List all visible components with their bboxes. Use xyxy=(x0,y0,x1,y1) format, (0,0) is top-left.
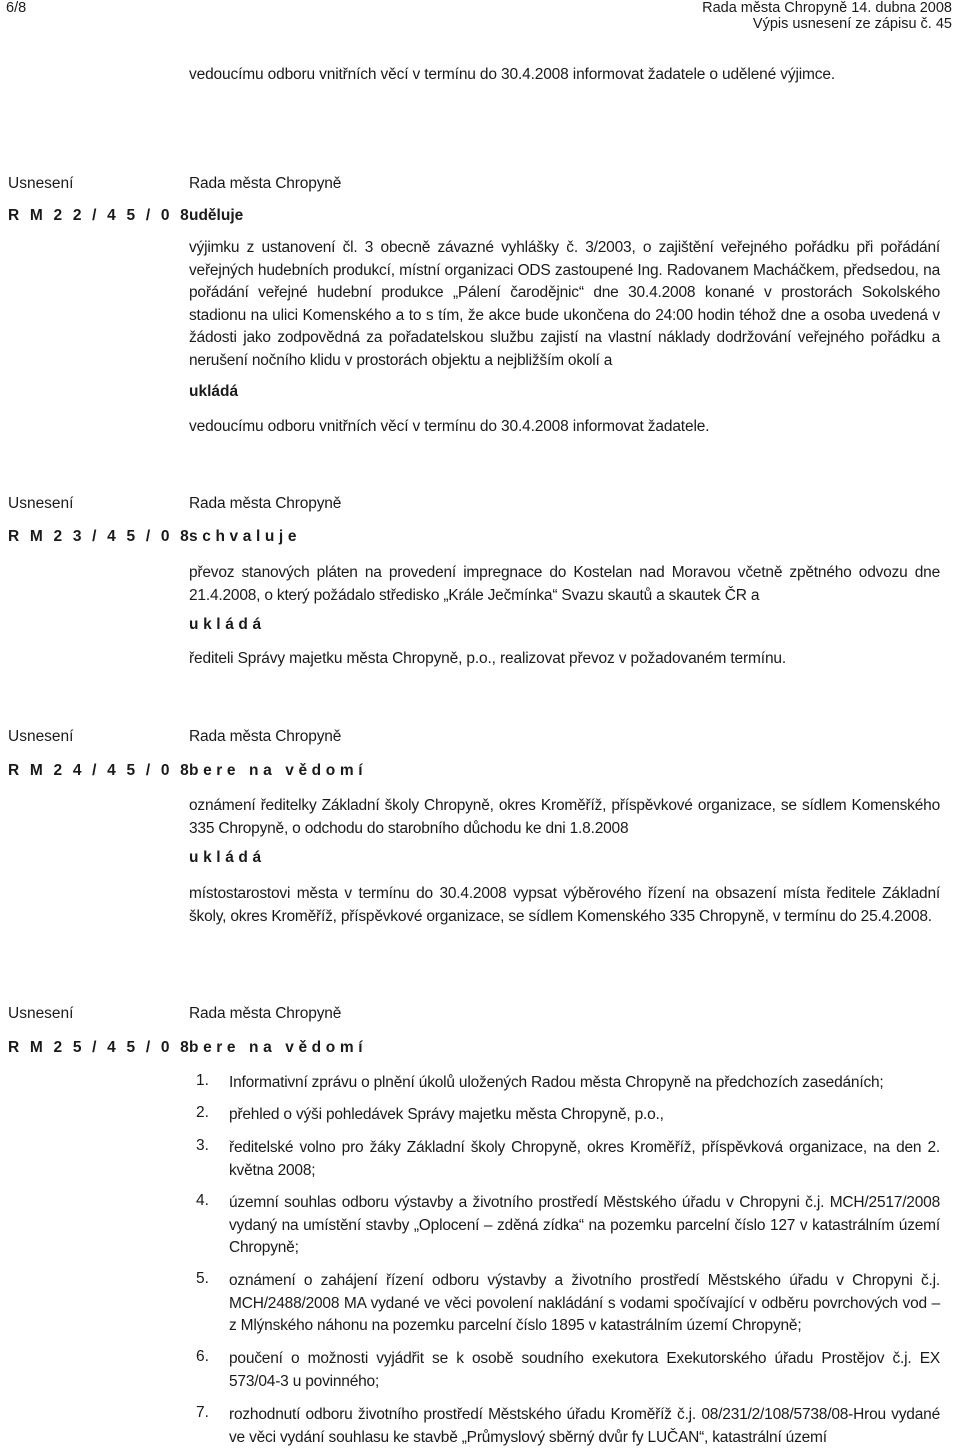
resolution-text: výjimku z ustanovení čl. 3 obecně závazné vyhlášky č. 3/2003, o zajištění veřejného pořádku při pořádání veřejných hudebních produkcí, místní organizaci ODS zastoupené Ing. Radovanem Macháčkem, předsedou, na pořádání veřejné hudební produkce „Pálení čarodějnic“ dne 30.4.2008 konané v prostorách Sokolského stadionu na ulici Komenského a to s tím, že akce bude ukončena do 24:00 hodin téhož dne a osoba uvedená v žádosti jako zodpovědná za pořadatelskou službu zajistí na vlastní náklady dodržování veřejného pořádku a nerušení nočního klidu v prostorách objektu a nejbližším okolí a xyxy=(189,239,940,369)
list-item-number: 1. xyxy=(196,1072,209,1089)
resolution-verb: bere na vědomí xyxy=(189,762,368,779)
resolution-verb: uděluje xyxy=(189,207,244,224)
list-item: ředitelské volno pro žáky Základní školy Chropyně, okres Kroměříž, příspěvková organizace, na den 2. května 2008; xyxy=(229,1139,940,1179)
resolution-verb-2: ukládá xyxy=(189,616,266,633)
resolution-verb-2: ukládá xyxy=(189,383,239,400)
resolution-code: R M 2 2 / 4 5 / 0 8 xyxy=(8,207,192,224)
list-item-number: 7. xyxy=(196,1404,209,1421)
list-item-number: 3. xyxy=(196,1137,209,1154)
list-item: přehled o výši pohledávek Správy majetku města Chropyně, p.o., xyxy=(229,1106,664,1123)
list-item: rozhodnutí odboru životního prostředí Městského úřadu Kroměříž č.j. 08/231/2/108/5738/08-Hrou vydané ve věci vydání souhlasu ke stavbě „Průmyslový sběrný dvůr fy LUČAN“, katastrální území xyxy=(229,1406,940,1446)
resolution-verb-2: ukládá xyxy=(189,849,266,866)
list-item-number: 5. xyxy=(196,1270,209,1287)
resolution-label: Usnesení xyxy=(8,1005,74,1022)
resolution-label: Usnesení xyxy=(8,728,74,745)
list-item: oznámení o zahájení řízení odboru výstavby a životního prostředí Městského úřadu v Chropyni č.j. MCH/2488/2008 MA vydané ve věci povolení nakládání s vodami spočívající v odběru povrchových vod – z Mlýnského náhonu na pozemku parcelní číslo 1895 v katastrálním území Chropyně; xyxy=(229,1272,940,1334)
resolution-text-2: místostarostovi města v termínu do 30.4.2008 vypsat výběrového řízení na obsazení místa ředitele Základní školy, okres Kroměříž, příspěvkové organizace, se sídlem Komenského 335 Chropyně, v termínu do 25.4.2008. xyxy=(189,885,940,925)
council-name: Rada města Chropyně xyxy=(189,728,342,745)
header-line-1: Rada města Chropyně 14. dubna 2008 xyxy=(702,0,952,16)
resolution-label: Usnesení xyxy=(8,495,74,512)
resolution-verb: schvaluje xyxy=(189,528,302,545)
header-line-2: Výpis usnesení ze zápisu č. 45 xyxy=(752,16,952,32)
resolution-code: R M 2 5 / 4 5 / 0 8 xyxy=(8,1039,192,1056)
resolution-text-2: řediteli Správy majetku města Chropyně, p.o., realizovat převoz v požadovaném termínu. xyxy=(189,650,787,667)
council-name: Rada města Chropyně xyxy=(189,175,342,192)
resolution-label: Usnesení xyxy=(8,175,74,192)
list-item-number: 4. xyxy=(196,1192,209,1209)
intro-line: vedoucímu odboru vnitřních věcí v termínu do 30.4.2008 informovat žadatele o udělené výjimce. xyxy=(189,66,836,83)
list-item-number: 2. xyxy=(196,1104,209,1121)
list-item: Informativní zprávu o plnění úkolů uložených Radou města Chropyně na předchozích zasedáních; xyxy=(229,1074,884,1091)
list-item: územní souhlas odboru výstavby a životního prostředí Městského úřadu v Chropyni č.j. MCH/2517/2008 vydaný na umístění stavby „Oplocení – zděná zídka“ na pozemku parcelní číslo 127 v katastrálním území Chropyně; xyxy=(229,1194,940,1256)
list-item: poučení o možnosti vyjádřit se k osobě soudního exekutora Exekutorského úřadu Prostějov č.j. EX 573/04-3 u povinného; xyxy=(229,1350,940,1390)
council-name: Rada města Chropyně xyxy=(189,1005,342,1022)
resolution-text: převoz stanových pláten na provedení impregnace do Kostelan nad Moravou včetně zpětného odvozu dne 21.4.2008, o který požádalo středisko „Krále Ječmínka“ Svazu skautů a skautek ČR a xyxy=(189,564,940,604)
resolution-code: R M 2 4 / 4 5 / 0 8 xyxy=(8,762,192,779)
resolution-text-2: vedoucímu odboru vnitřních věcí v termínu do 30.4.2008 informovat žadatele. xyxy=(189,418,710,435)
page-number: 6/8 xyxy=(6,0,27,16)
list-item-number: 6. xyxy=(196,1348,209,1365)
resolution-text: oznámení ředitelky Základní školy Chropyně, okres Kroměříž, příspěvkové organizace, se sídlem Komenského 335 Chropyně, o odchodu do starobního důchodu ke dni 1.8.2008 xyxy=(189,797,940,837)
council-name: Rada města Chropyně xyxy=(189,495,342,512)
resolution-verb: bere na vědomí xyxy=(189,1039,368,1056)
resolution-code: R M 2 3 / 4 5 / 0 8 xyxy=(8,528,192,545)
